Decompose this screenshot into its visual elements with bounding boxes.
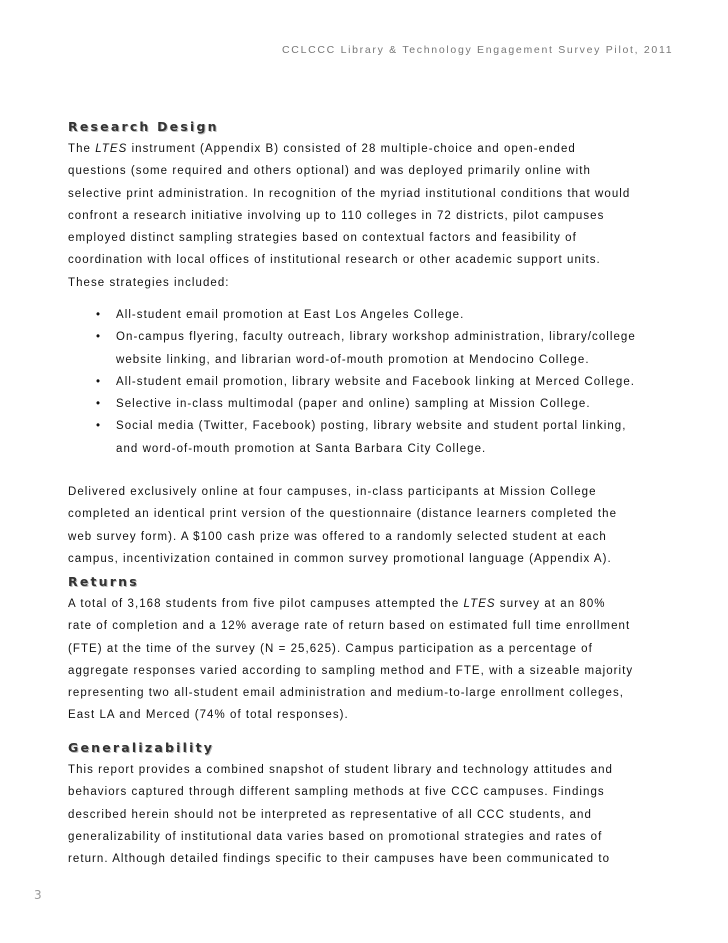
text-line: East LA and Merced (74% of total responses). xyxy=(68,709,349,722)
text-line: employed distinct sampling strategies based on contextual factors and feasibility of xyxy=(68,232,577,245)
bullet-icon: • xyxy=(96,420,102,433)
text-line: aggregate responses varied according to sampling method and FTE, with a sizeable majority xyxy=(68,664,634,677)
text-line: described herein should not be interpreted as representative of all CCC students, and xyxy=(68,808,592,821)
list-item: • Social media (Twitter, Facebook) posting, library website and student portal linking, and word-of-mouth promotion at Santa Barbara City College. xyxy=(68,415,708,460)
paragraph-delivery xyxy=(68,481,688,570)
text-line: Delivered exclusively online at four campuses, in-class participants at Mission College xyxy=(68,486,597,498)
bullet-icon: • xyxy=(96,309,102,321)
text-line: campus, incentivization contained in common survey promotional language (Appendix A). xyxy=(68,552,612,565)
paragraph xyxy=(68,481,688,570)
text-line: rate of completion and a 12% average rate of return based on estimated full time enrollment xyxy=(68,620,631,633)
text-line: The LTES instrument (Appendix B) consisted of 28 multiple-choice and open-ended xyxy=(68,143,576,155)
text-line: questions (some required and others optional) and was deployed primarily online with xyxy=(68,165,591,178)
text-line: This report provides a combined snapshot of student library and technology attitudes and xyxy=(68,764,614,776)
paragraph xyxy=(68,759,688,870)
section-heading: Returns xyxy=(68,574,139,589)
text-line: return. Although detailed findings specific to their campuses have been communicated to xyxy=(68,853,611,866)
text-line: representing two all-student email administration and medium-to-large enrollment colleges, xyxy=(68,687,625,700)
list-item: • Selective in-class multimodal (paper and online) sampling at Mission College. xyxy=(68,393,708,415)
bullet-icon: • xyxy=(96,331,102,344)
text-line: A total of 3,168 students from five pilot campuses attempted the LTES survey at an 80% xyxy=(68,598,606,610)
text-line: These strategies included: xyxy=(68,276,230,289)
bullet-icon: • xyxy=(96,398,102,411)
section-heading: Generalizability xyxy=(68,740,215,755)
paragraph xyxy=(68,138,688,294)
section-research-design xyxy=(68,118,688,294)
paragraph xyxy=(68,593,688,727)
text-line: generalizability of institutional data varies based on promotional strategies and rates of xyxy=(68,830,603,843)
bullet-icon: • xyxy=(96,375,102,388)
list-item: • On-campus flyering, faculty outreach, library workshop administration, library/college website linking, and librarian word-of-mouth promotion at Mendocino College. xyxy=(68,326,708,371)
text-line: selective print administration. In recognition of the myriad institutional conditions that would xyxy=(68,187,631,200)
text-line: confront a research initiative involving up to 110 colleges in 72 districts, pilot campuses xyxy=(68,209,605,222)
text-line: behaviors captured through different sampling methods at five CCC campuses. Findings xyxy=(68,786,605,799)
list-item: • All-student email promotion at East Los Angeles College. xyxy=(68,304,708,326)
section-returns xyxy=(68,573,688,727)
section-generalizability xyxy=(68,739,688,870)
strategy-bullet-list xyxy=(68,304,708,460)
section-heading: Research Design xyxy=(68,119,219,134)
list-item: • All-student email promotion, library website and Facebook linking at Merced College. xyxy=(68,371,708,393)
text-line: (FTE) at the time of the survey (N = 25,625). Campus participation as a percentage of xyxy=(68,642,593,655)
page-number: 3 xyxy=(34,888,42,902)
text-line: completed an identical print version of the questionnaire (distance learners completed the xyxy=(68,508,618,521)
text-line: coordination with local offices of institutional research or other academic support units. xyxy=(68,254,601,267)
running-header: CCLCCC Library & Technology Engagement Survey Pilot, 2011 xyxy=(282,44,674,56)
text-line: web survey form). A $100 cash prize was offered to a randomly selected student at each xyxy=(68,530,607,543)
